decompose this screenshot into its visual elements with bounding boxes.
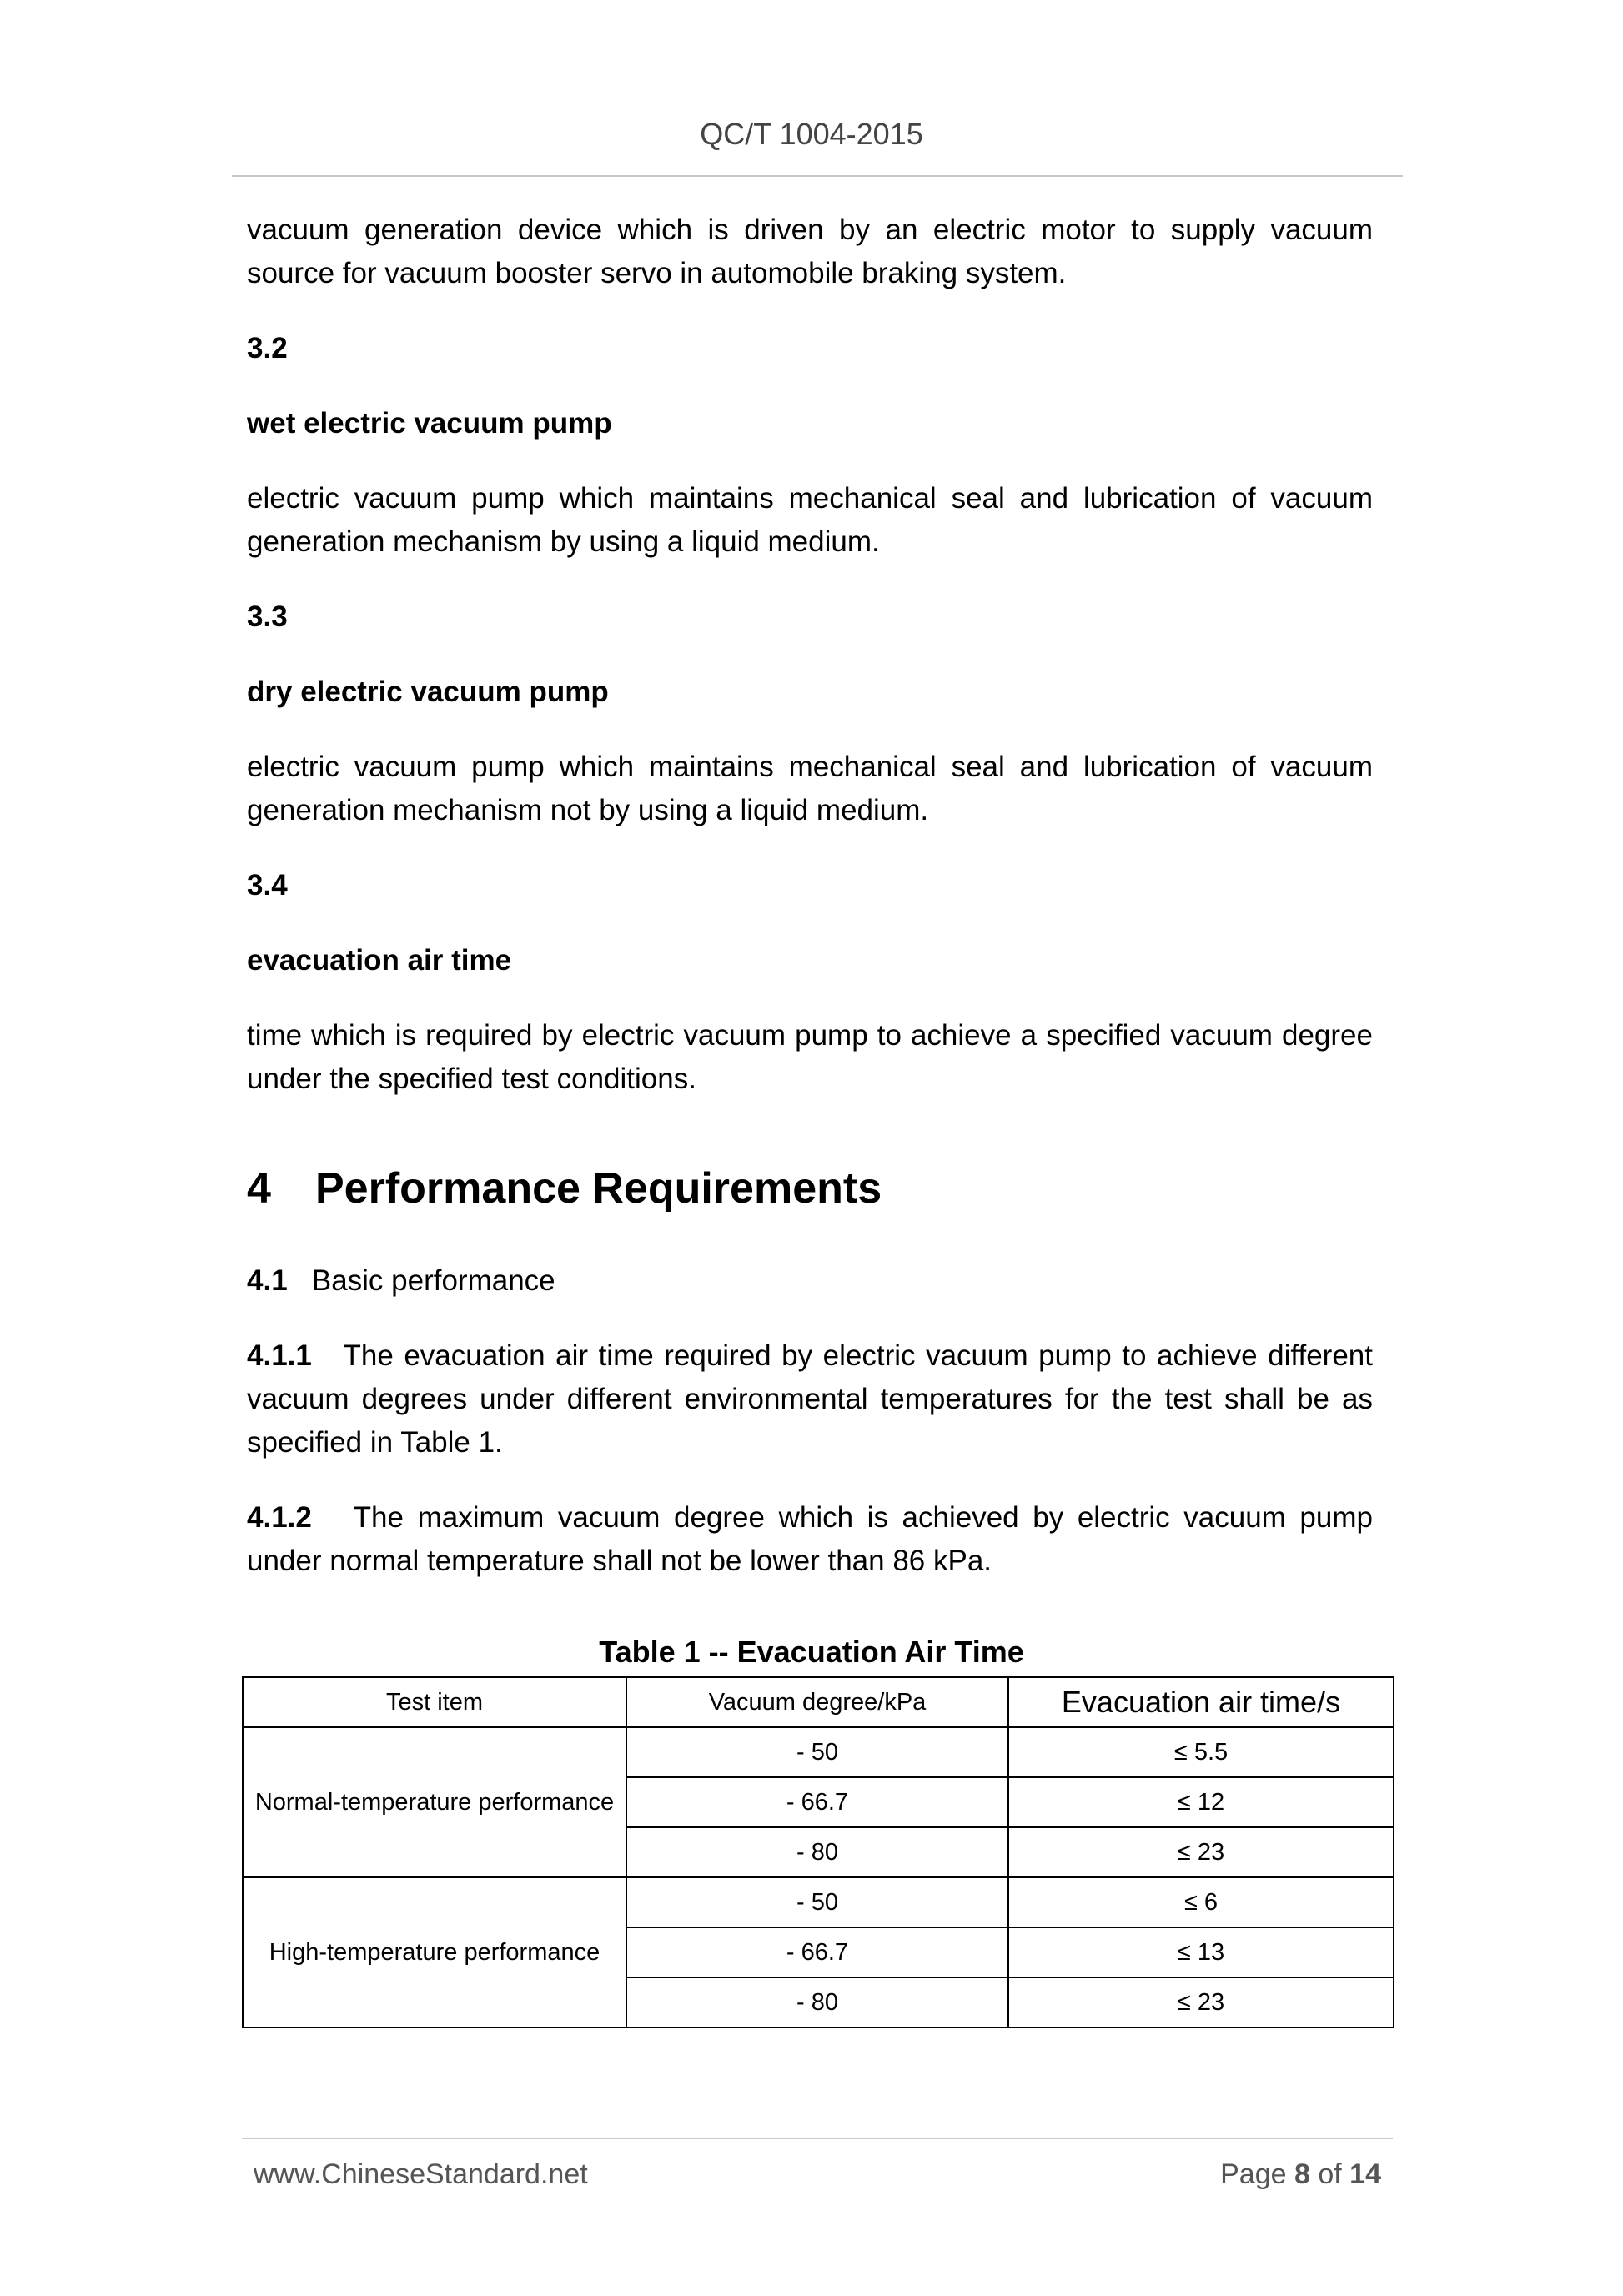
section-heading-4 [247,1159,1373,1218]
vacuum-degree-cell: - 66.7 [626,1927,1008,1977]
table-header-row [243,1677,1394,1727]
table-title: Table 1 -- Evacuation Air Time [599,1635,1024,1669]
clause-number-3-2: 3.2 [247,332,288,364]
clause-text: The maximum vacuum degree which is achieved by electric vacuum pump under normal temperature shall not be lower than 86 kPa. [247,1501,1373,1577]
clause-text: The evacuation air time required by electric vacuum pump to achieve different vacuum degrees under different environmental temperatures for the test shall be as specified in Table 1. [247,1339,1373,1459]
vacuum-degree-cell: - 80 [626,1977,1008,2027]
section-number: 4 [247,1164,271,1213]
evacuation-air-time-table [242,1676,1394,2028]
vacuum-degree-cell: - 80 [626,1827,1008,1877]
evacuation-time-cell: ≤ 23 [1008,1827,1394,1877]
table-row [243,1727,1394,1777]
header-divider [232,175,1403,177]
clause-number: 4.1.2 [247,1501,312,1534]
subclause-4-1 [247,1259,1373,1303]
evacuation-time-cell: ≤ 23 [1008,1977,1394,2027]
evacuation-time-cell: ≤ 12 [1008,1777,1394,1827]
evacuation-time-cell: ≤ 5.5 [1008,1727,1394,1777]
term-definition-3-4: time which is required by electric vacuum pump to achieve a specified vacuum degree under the specified test conditions. [247,1019,1373,1095]
footer-site-link[interactable]: www.ChineseStandard.net [254,2158,588,2190]
clause-number-3-3: 3.3 [247,600,288,633]
vacuum-degree-cell: - 50 [626,1877,1008,1927]
vacuum-degree-cell: - 50 [626,1727,1008,1777]
page-of: of [1318,2158,1342,2190]
evacuation-time-cell: ≤ 6 [1008,1877,1394,1927]
page-total: 14 [1349,2158,1381,2190]
term-definition-3-2: electric vacuum pump which maintains mechanical seal and lubrication of vacuum generation mechanism by using a liquid medium. [247,482,1373,558]
clause-4-1-2 [247,1496,1373,1583]
test-item-cell: Normal-temperature performance [243,1727,626,1877]
footer-divider [242,2138,1393,2139]
column-header-evacuation-time: Evacuation air time/s [1008,1677,1394,1727]
table-row [243,1877,1394,1927]
test-item-cell: High-temperature performance [243,1877,626,2027]
evacuation-time-cell: ≤ 13 [1008,1927,1394,1977]
document-header-code: QC/T 1004-2015 [700,117,923,151]
term-title-3-2: wet electric vacuum pump [247,407,612,440]
clause-number: 4.1.1 [247,1339,312,1372]
clause-4-1-1 [247,1334,1373,1465]
page-current: 8 [1294,2158,1310,2190]
column-header-test-item: Test item [243,1677,626,1727]
subclause-number: 4.1 [247,1264,288,1297]
clause-number-3-4: 3.4 [247,869,288,902]
subclause-title: Basic performance [311,1264,555,1297]
section-title: Performance Requirements [315,1164,882,1213]
column-header-vacuum-degree: Vacuum degree/kPa [626,1677,1008,1727]
term-title-3-4: evacuation air time [247,944,512,977]
vacuum-degree-cell: - 66.7 [626,1777,1008,1827]
page-prefix: Page [1220,2158,1287,2190]
page-indicator [1220,2158,1381,2191]
term-title-3-3: dry electric vacuum pump [247,676,609,708]
term-definition-3-3: electric vacuum pump which maintains mechanical seal and lubrication of vacuum generation mechanism not by using a liquid medium. [247,751,1373,826]
document-body [247,208,1373,1583]
intro-paragraph: vacuum generation device which is driven by an electric motor to supply vacuum source for vacuum booster servo in automobile braking system. [247,214,1373,289]
